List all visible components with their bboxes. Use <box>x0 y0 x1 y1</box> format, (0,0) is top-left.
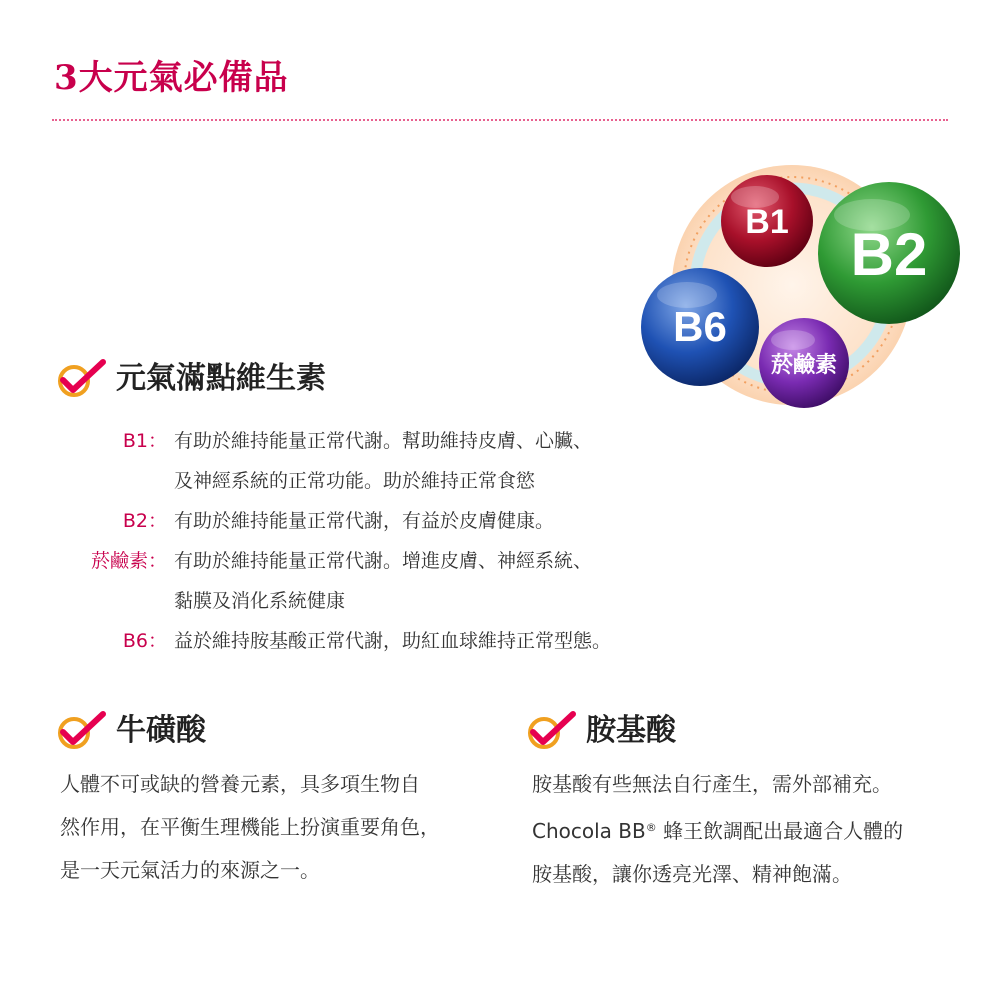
check-icon <box>524 709 576 753</box>
desc-line: 胺基酸，讓你透亮光澤、精神飽滿。 <box>532 862 852 886</box>
list-item <box>44 541 684 621</box>
amino-acid-description <box>532 763 903 896</box>
vitamin-diagram <box>627 163 967 423</box>
registered-mark: ® <box>645 821 657 834</box>
label-colon: ： <box>148 510 168 532</box>
desc-line-rest: 蜂王飲調配出最適合人體的 <box>656 819 904 843</box>
brand-name: Chocola BB <box>532 819 646 843</box>
list-item <box>44 421 684 501</box>
vitamin-list <box>44 421 684 661</box>
vitamin-label-niacin: 菸鹼素 <box>90 550 148 572</box>
vitamin-desc-b6 <box>166 621 684 661</box>
desc-line <box>532 806 903 853</box>
vitamins-heading <box>54 357 326 401</box>
desc-line: 人體不可或缺的營養元素，具多項生物自 <box>60 772 420 796</box>
title-divider <box>52 119 948 121</box>
b1-bubble-label: B1 <box>745 203 789 241</box>
check-icon <box>54 709 106 753</box>
vitamin-desc-niacin <box>166 541 684 621</box>
desc-line: 有助於維持能量正常代謝。幫助維持皮膚、心臟、 <box>174 430 593 452</box>
list-item <box>44 501 684 541</box>
desc-line: 是一天元氣活力的來源之一。 <box>60 858 320 882</box>
taurine-heading-text: 牛磺酸 <box>116 713 206 748</box>
b2-bubble-label: B2 <box>850 221 928 288</box>
desc-line: 益於維持胺基酸正常代謝，助紅血球維持正常型態。 <box>174 630 612 652</box>
vitamin-desc-b1 <box>166 421 684 501</box>
desc-line: 及神經系統的正常功能。助於維持正常食慾 <box>174 470 536 492</box>
taurine-heading <box>54 709 206 753</box>
page-title: 3大元氣必備品 <box>54 58 289 98</box>
taurine-description <box>60 763 440 892</box>
vitamin-label-b1: B1 <box>122 430 148 452</box>
niacin-bubble-label: 菸鹼素 <box>770 353 838 378</box>
desc-line: 有助於維持能量正常代謝。增進皮膚、神經系統、 <box>174 550 593 572</box>
amino-acid-heading-text: 胺基酸 <box>586 713 676 748</box>
desc-line: 有助於維持能量正常代謝，有益於皮膚健康。 <box>174 510 555 532</box>
vitamin-label-b2: B2 <box>122 510 148 532</box>
label-colon: ： <box>148 430 168 452</box>
desc-line: 胺基酸有些無法自行產生，需外部補充。 <box>532 772 892 796</box>
vitamin-label-b6: B6 <box>122 630 148 652</box>
label-colon: ： <box>148 630 168 652</box>
desc-line: 黏膜及消化系統健康 <box>174 590 346 612</box>
label-colon: ： <box>148 550 168 572</box>
list-item <box>44 621 684 661</box>
check-icon <box>54 357 106 401</box>
amino-acid-heading <box>524 709 676 753</box>
desc-line: 然作用，在平衡生理機能上扮演重要角色， <box>60 815 440 839</box>
vitamin-desc-b2 <box>166 501 684 541</box>
b6-bubble-label: B6 <box>673 303 727 350</box>
vitamins-heading-text: 元氣滿點維生素 <box>116 361 326 396</box>
